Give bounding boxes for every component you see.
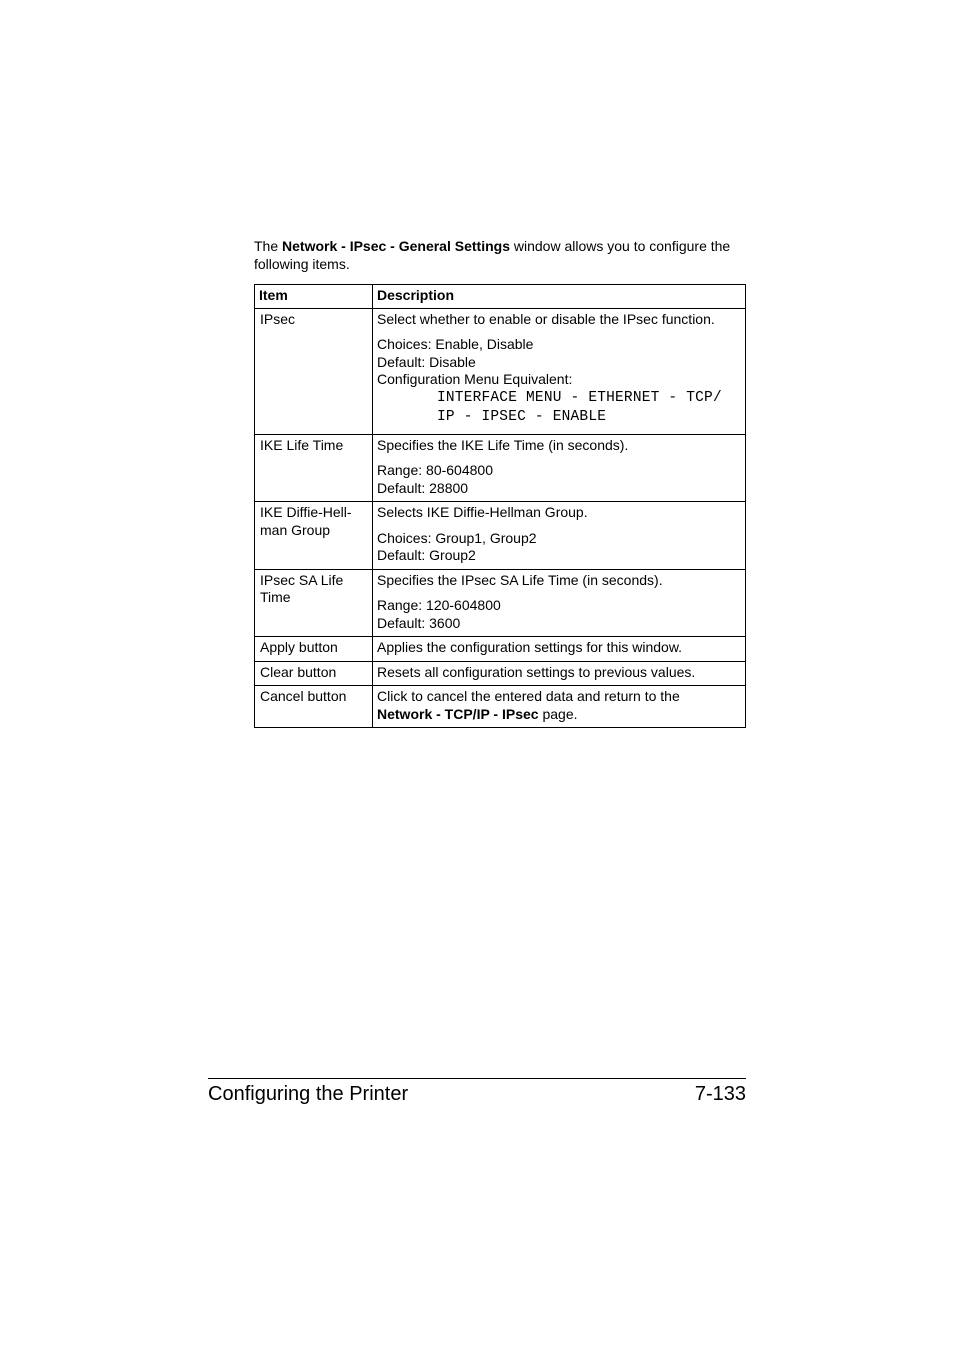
intro-suffix: window allows you to configure the following items. <box>254 238 731 272</box>
description-suffix: page. <box>538 705 578 722</box>
description-line: Default: 3600 <box>377 614 461 631</box>
description-cell <box>373 434 746 502</box>
header-item: Item <box>255 285 373 309</box>
item-cell: Clear button <box>255 661 373 686</box>
description-text: Specifies the IPsec SA Life Time (in seconds). <box>377 571 663 588</box>
description-text: Selects IKE Diffie-Hellman Group. <box>377 504 588 520</box>
table-row-ipsec-sa-life-time <box>255 569 746 637</box>
item-line: IPsec SA Life <box>260 571 344 588</box>
settings-table <box>254 284 746 728</box>
menu-path-line: INTERFACE MENU - ETHERNET - TCP/ <box>437 389 722 406</box>
intro-window-name: Network - IPsec - General Settings <box>282 238 510 254</box>
description-text: Click to cancel the entered data and return to the <box>377 688 680 704</box>
footer-section-title: Configuring the Printer <box>208 1083 409 1105</box>
intro-prefix: The <box>254 238 283 254</box>
table-row-cancel-button <box>255 686 746 728</box>
footer-page-number: 7-133 <box>694 1083 746 1105</box>
linked-page-name: Network - TCP/IP - IPsec <box>377 705 539 722</box>
item-cell <box>255 502 373 570</box>
table-row-ike-diffie-hellman-group <box>255 502 746 570</box>
description-text: Specifies the IKE Life Time (in seconds). <box>377 436 629 453</box>
item-line: man Group <box>260 521 331 538</box>
description-cell <box>373 686 746 728</box>
menu-path-line: IP - IPSEC - ENABLE <box>437 408 607 425</box>
description-cell <box>373 502 746 570</box>
description-line: Range: 120-604800 <box>377 597 501 613</box>
item-cell <box>255 569 373 637</box>
item-cell: Apply button <box>255 637 373 662</box>
description-line: Default: 28800 <box>377 479 469 496</box>
description-line: Range: 80-604800 <box>377 462 493 478</box>
intro-paragraph <box>254 237 749 273</box>
description-line: Choices: Enable, Disable <box>377 336 534 352</box>
description-line: Default: Group2 <box>377 547 476 563</box>
table-row-clear-button <box>255 661 746 686</box>
header-description: Description <box>373 285 746 309</box>
description-cell: Resets all configuration settings to previous values. <box>373 661 746 686</box>
description-cell: Applies the configuration settings for this window. <box>373 637 746 662</box>
table-row-ipsec <box>255 308 746 434</box>
description-line: Configuration Menu Equivalent: <box>377 371 573 387</box>
item-cell: IPsec <box>255 308 373 434</box>
item-line: Time <box>260 589 291 605</box>
item-cell: Cancel button <box>255 686 373 728</box>
description-cell <box>373 308 746 434</box>
table-row-apply-button <box>255 637 746 662</box>
item-cell: IKE Life Time <box>255 434 373 502</box>
description-cell <box>373 569 746 637</box>
table-row-ike-life-time <box>255 434 746 502</box>
description-text: Select whether to enable or disable the IPsec function. <box>377 310 715 327</box>
description-line: Choices: Group1, Group2 <box>377 529 537 546</box>
table-header-row <box>255 285 746 309</box>
description-line <box>377 706 741 724</box>
footer-divider <box>208 1078 746 1079</box>
item-line: IKE Diffie-Hell- <box>260 504 352 520</box>
description-line: Default: Disable <box>377 353 476 370</box>
